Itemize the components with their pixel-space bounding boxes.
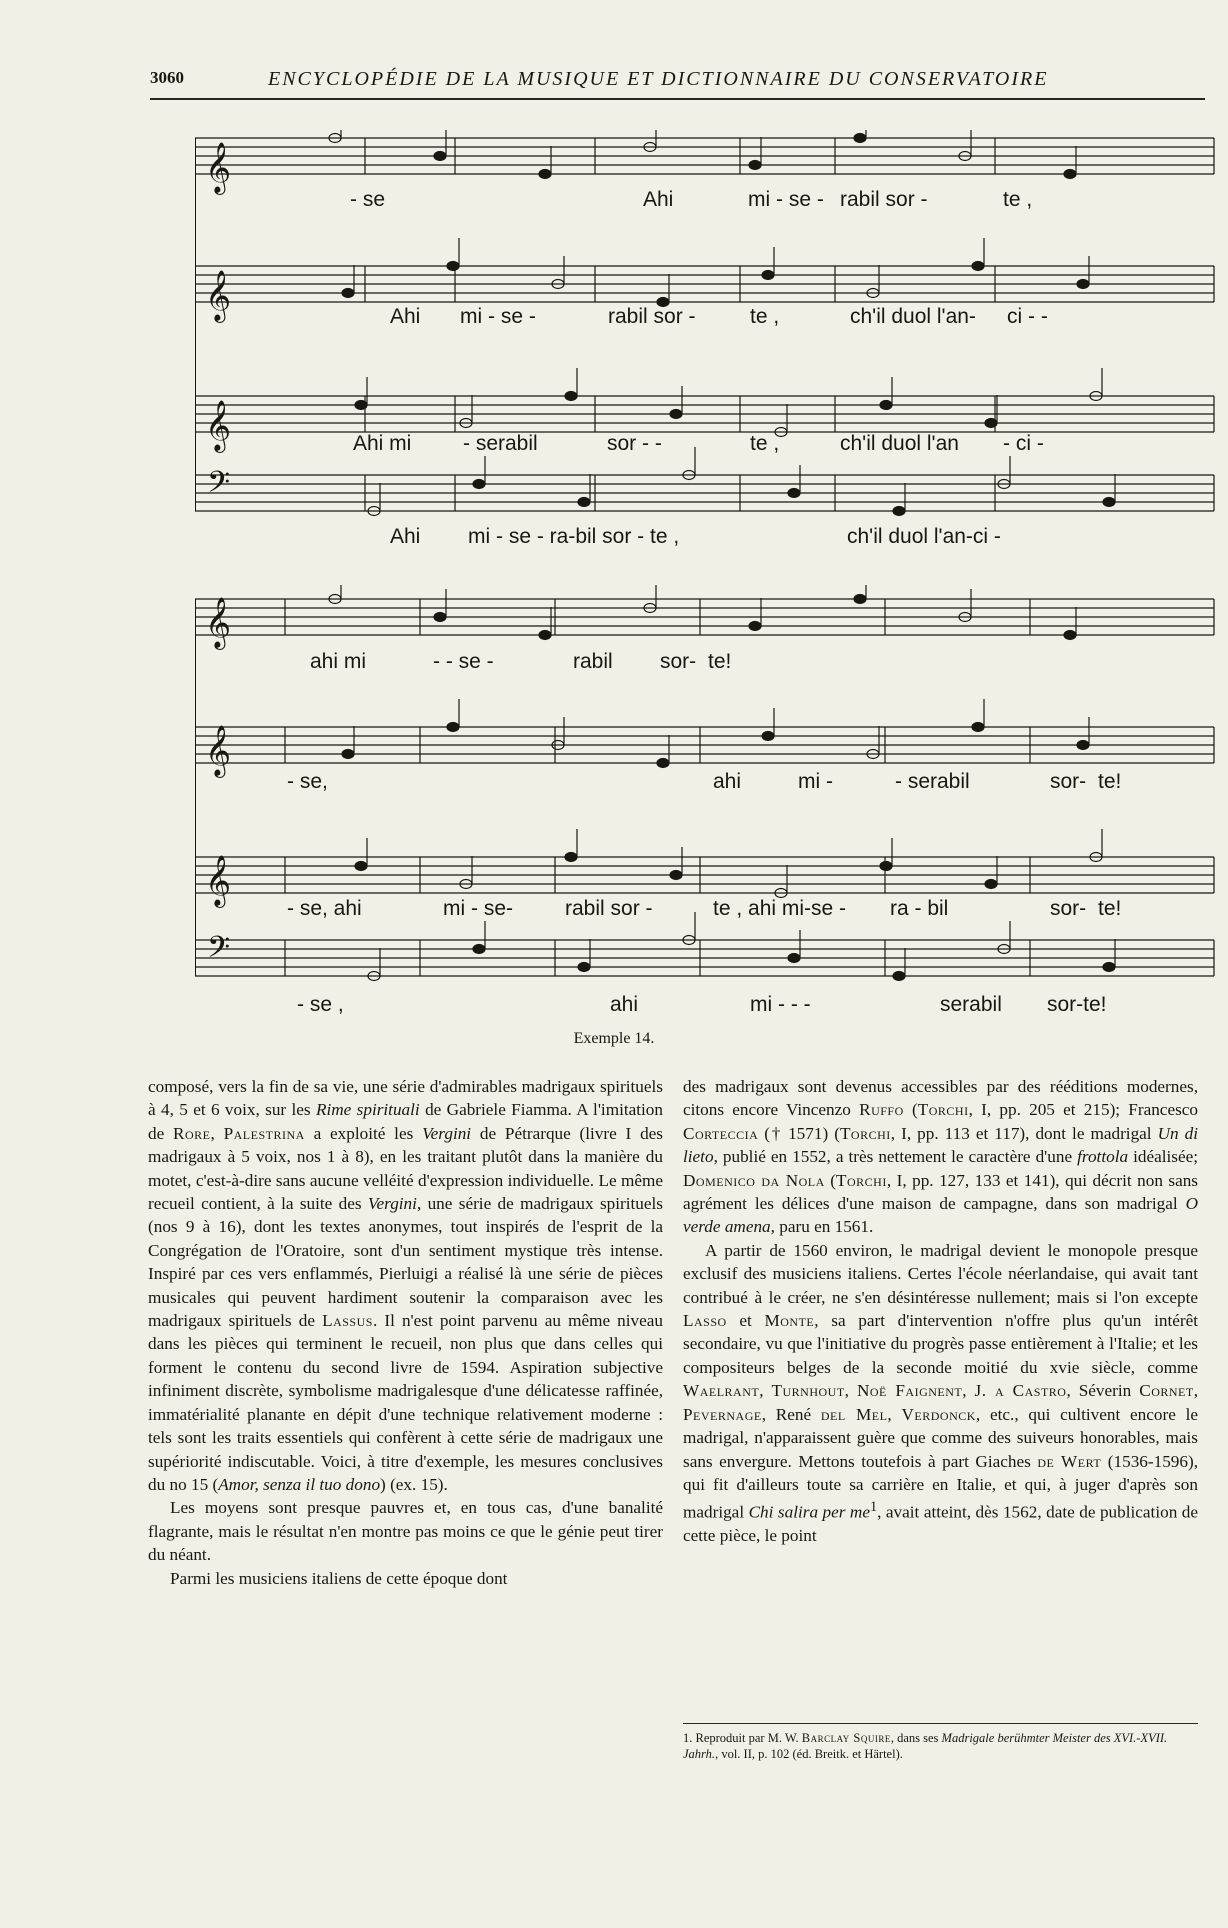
lyric-v1-3: mi - se - <box>748 188 824 211</box>
lyric-v3-5: ch'il duol l'an <box>840 432 959 455</box>
bass-clef-icon: 𝄢 <box>207 931 231 972</box>
lyric-v2-5: ch'il duol l'an- <box>850 305 976 328</box>
lyric-v4-1: Ahi <box>390 525 421 548</box>
lyric-s2v4-2: ahi <box>610 993 639 1016</box>
lyric-s2v1-1: ahi mi <box>310 650 367 673</box>
lyric-s2v3-3: rabil sor - <box>565 897 653 920</box>
lyric-v2-3: rabil sor - <box>608 305 696 328</box>
lyric-v1-2: Ahi <box>643 188 674 211</box>
page-header <box>150 64 1205 100</box>
lyric-s2v3-5: ra - bil <box>890 897 949 920</box>
page-number: 3060 <box>150 68 184 87</box>
lyric-s2v4-3: mi - - - <box>750 993 811 1016</box>
lyric-v1-5: te , <box>1003 188 1033 211</box>
lyric-s2v1-3: rabil <box>573 650 613 673</box>
lyric-s2v4-4: serabil <box>940 993 1002 1016</box>
lyric-v1-4: rabil sor - <box>840 188 928 211</box>
lyric-v3-1: Ahi mi <box>353 432 412 455</box>
lyric-v3-2: - serabil <box>463 432 538 455</box>
lyric-s2v3-6: sor- <box>1050 897 1087 920</box>
paragraph: A partir de 1560 environ, le madrigal devient le monopole presque exclusif des musiciens italiens. Certes l'école néerlandaise, qui avait tant contribué à le créer, ne s'en désintéresse nullement; mais si l'on excepte Lasso et Monte, sa part d'intervention n'offre plus qu'un intérêt secondaire, vu que l'initiative du progrès passe entièrement à l'Italie; et les compositeurs belges de la seconde moitié du xvie siècle, comme Waelrant, Turnhout, Noë Faignent, J. a Castro, Séverin Cornet, Pevernage, René del Mel, Verdonck, etc., qui cultivent encore le madrigal, n'apparaissent guère que comme des suiveurs honorables, mais sans envergure. Mettons toutefois à part Giaches de Wert (1536-1596), qui fit d'ailleurs toute sa carrière en Italie, et qui, à juger d'après son madrigal Chi salira per $me^1$, avait atteint, dès 1562, date de publication de cette pièce, le point <box>683 1240 1198 1546</box>
lyric-s2v1-4: sor- <box>660 650 697 673</box>
treble-clef-icon: 𝄞 <box>205 855 232 906</box>
lyric-s2v3-2: mi - se- <box>443 897 513 920</box>
lyric-s2v1-5: te! <box>708 650 732 673</box>
lyric-v2-1: Ahi <box>390 305 421 328</box>
paragraph: Les moyens sont presque pauvres et, en tous cas, d'une banalité flagrante, mais le résultat n'en montre pas moins ce que le génie peut tirer du néant. <box>148 1498 663 1565</box>
lyric-v3-6: - ci - <box>1003 432 1044 455</box>
lyric-s2v3-1: - se, ahi <box>287 897 362 920</box>
running-title: ENCYCLOPÉDIE DE LA MUSIQUE ET DICTIONNAIRE DU CONSERVATOIRE <box>268 68 1049 90</box>
lyric-s2v2-1: - se, <box>287 770 328 793</box>
paragraph: des madrigaux sont devenus accessibles par des rééditions modernes, citons encore Vincenzo Ruffo (Torchi, I, pp. 205 et 215); Francesco Corteccia († 1571) (Torchi, I, pp. 113 et 117), dont le madrigal Un di lieto, publié en 1552, a très nettement le caractère d'une frottola idéalisée; Domenico da Nola (Torchi, I, pp. 127, 133 et 141), qui décrit non sans agrément les délices d'une maison de campagne, dans son madrigal O verde amena, paru en 1561. <box>683 1077 1199 1237</box>
treble-clef-icon: 𝄞 <box>205 270 232 321</box>
right-column <box>683 1075 1198 1548</box>
footnote: 1. Reproduit par M. W. Barclay Squire, dans ses Madrigale berühmter Meister des XVI.-XVII. Jahrh., vol. II, p. 102 (éd. Breitk. et Härtel). <box>683 1723 1198 1762</box>
lyric-s2v1-2: - - se - <box>433 650 494 673</box>
lyric-v3-4: te , <box>750 432 780 455</box>
treble-clef-icon: 𝄞 <box>205 725 232 776</box>
lyric-s2v2-5: sor- <box>1050 770 1087 793</box>
lyric-v4-3: ch'il duol l'an-ci - <box>847 525 1001 548</box>
lyric-v1-1: - se <box>350 188 386 211</box>
lyric-s2v2-6: te! <box>1098 770 1122 793</box>
score-staves-1 <box>195 130 1215 550</box>
lyric-v4-2: mi - se - ra-bil sor - te , <box>468 525 680 548</box>
lyric-s2v4-5: sor-te! <box>1047 993 1107 1016</box>
music-system-1 <box>195 130 1215 550</box>
paragraph: composé, vers la fin de sa vie, une série d'admirables madrigaux spirituels à 4, 5 et 6 voix, sur les Rime spirituali de Gabriele Fiamma. A l'imitation de Rore, Palestrina a exploité les Vergini de Pétrarque (livre I des madrigaux à 5 voix, nos 1 à 8), en les traitant plutôt dans la manière du motet, c'est-à-dire sans aucune velléité d'expression individuelle. Le même recueil contient, à la suite des Vergini, une série de madrigaux spirituels (nos 9 à 16), dont les textes anonymes, tout inspirés de l'esprit de la Congrégation de l'Oratoire, sont d'un sentiment mystique très intense. Inspiré par ces vers enflammés, Pierluigi a réalisé là une série de pièces musicales qui peuvent hardiment soutenir la comparaison avec les madrigaux spirituels de Lassus. Il n'est point parvenu au même niveau dans les pièces qui terminent le recueil, non plus que dans celles qui forment le contenu du second livre de 1594. Aspiration subjective infiniment discrète, symbolisme madrigalesque d'une délicatesse raffinée, immatérialité planante en dépit d'une technique relativement moderne : tels sont les traits essentiels qui confèrent à cette série de madrigaux une supériorité indiscutable. Voici, à titre d'exemple, les mesures conclusives du no 15 (Amor, senza il tuo dono) (ex. 15). <box>148 1077 663 1494</box>
lyric-v2-6: ci - - <box>1007 305 1048 328</box>
paragraph: Parmi les musiciens italiens de cette époque dont <box>170 1568 508 1588</box>
lyric-s2v4-1: - se , <box>297 993 344 1016</box>
lyric-v2-4: te , <box>750 305 780 328</box>
bass-clef-icon: 𝄢 <box>207 466 231 507</box>
lyric-s2v2-3: mi - <box>798 770 833 793</box>
treble-clef-icon: 𝄞 <box>205 400 232 451</box>
treble-clef-icon: 𝄞 <box>205 142 232 193</box>
treble-clef-icon: 𝄞 <box>205 597 232 648</box>
lyric-s2v3-4: te , ahi mi-se - <box>713 897 847 920</box>
lyric-v3-3: sor - - <box>607 432 662 455</box>
lyric-s2v3-7: te! <box>1098 897 1122 920</box>
lyric-s2v2-2: ahi <box>713 770 742 793</box>
music-system-2 <box>195 585 1215 1025</box>
example-caption: Exemple 14. <box>573 1030 655 1047</box>
lyric-s2v2-4: - serabil <box>895 770 970 793</box>
left-column <box>148 1075 663 1590</box>
lyric-v2-2: mi - se - <box>460 305 536 328</box>
